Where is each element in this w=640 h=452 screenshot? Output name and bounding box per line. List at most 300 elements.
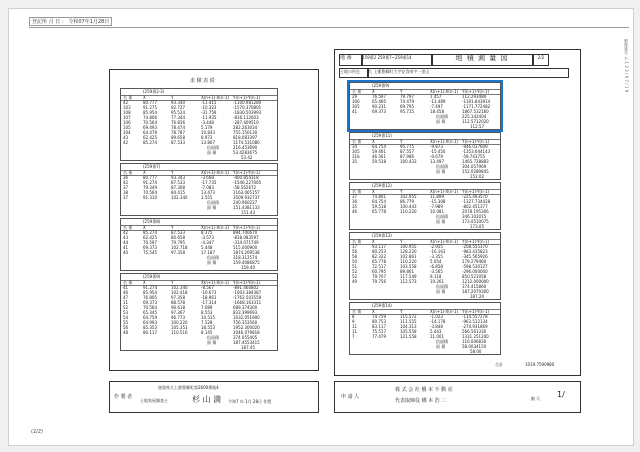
calc-block — [349, 302, 501, 355]
table-cell: 18.553 — [201, 325, 215, 330]
block-id: (259番9) — [372, 83, 390, 88]
table-cell: 35 — [352, 204, 358, 209]
table-cell: -1570.370801 — [233, 105, 262, 110]
table-cell: 91.310 — [143, 195, 157, 200]
table-cell: -1353.644143 — [462, 149, 491, 154]
area-value: 173.0510075 — [462, 219, 489, 224]
column-header: X(n+1)-X(n-1) — [430, 239, 458, 244]
column-header: X — [143, 225, 146, 230]
table-cell: 83.117 — [372, 324, 386, 329]
table-cell: 104 — [123, 130, 131, 135]
table-cell: 69.373 — [143, 245, 157, 250]
table-cell: 93.340 — [171, 100, 185, 105]
table-cell: -3.448 — [201, 120, 214, 125]
column-header: Y — [400, 309, 403, 314]
table-cell: 59.518 — [372, 204, 386, 209]
table-cell: -3.848 — [430, 324, 443, 329]
table-cell: -802.451377 — [462, 204, 488, 209]
area-value: 159.4086875 — [233, 260, 260, 265]
column-header: Y(n+1)-Y(n-1) — [462, 89, 490, 94]
table-cell: 103 — [123, 105, 131, 110]
table-cell: 77.479 — [372, 334, 386, 339]
table-cell: -7.989 — [430, 204, 443, 209]
table-cell: 46 — [352, 209, 358, 214]
table-cell: 70.564 — [143, 120, 157, 125]
table-cell: 93.117 — [372, 244, 386, 249]
table-cell: -13.489 — [430, 99, 446, 104]
double-area-label: 倍面積 — [436, 284, 448, 289]
table-cell: -1327.734428 — [462, 199, 491, 204]
table-cell: 8.375 — [201, 230, 213, 235]
column-header: X — [372, 189, 375, 194]
table-cell: 41 — [123, 285, 129, 290]
page-number: (2/2) — [31, 429, 43, 435]
table-cell: 95.524 — [171, 110, 185, 115]
table-cell: -18.961 — [201, 295, 217, 300]
table-cell: 10.515 — [201, 315, 215, 320]
table-cell: -891.460802 — [233, 285, 259, 290]
column-header: 名 番 — [123, 280, 133, 285]
block-id: (259番7) — [143, 164, 161, 169]
page-mark: 2/2 — [533, 54, 549, 66]
table-cell: -1668.163311 — [233, 300, 262, 305]
table-cell: -816.112603 — [233, 115, 259, 120]
table-cell: -345.565926 — [462, 254, 488, 259]
location-label: 土地の所在 — [339, 68, 369, 78]
table-cell: -1003.384387 — [233, 290, 262, 295]
applicant-label: 申 請 人 — [341, 394, 360, 400]
column-header: 名 番 — [352, 139, 362, 144]
table-cell: -818.083597 — [233, 235, 259, 240]
table-cell: 1952.300020 — [233, 325, 260, 330]
table-cell: 3509.932737 — [233, 195, 260, 200]
area-label: 面 積 — [207, 205, 217, 210]
table-cell: 818.083397 — [233, 135, 258, 140]
table-cell: 41 — [352, 109, 358, 114]
table-cell: 52 — [352, 274, 358, 279]
column-header: X — [372, 89, 375, 94]
table-cell: 88.578 — [171, 300, 185, 305]
column-header: 名 番 — [123, 95, 133, 100]
registry-stamp: 登記所 月 日 ： 令和07年1月28日 — [29, 17, 112, 26]
table-cell: 62.425 — [143, 135, 157, 140]
table-cell: 54 — [123, 315, 129, 320]
column-header: 名 番 — [123, 170, 133, 175]
table-cell: 850.521058 — [462, 274, 487, 279]
table-cell: -983.435823 — [462, 249, 488, 254]
table-cell: 84.415 — [171, 190, 185, 195]
table-cell: 56 — [352, 249, 358, 254]
table-cell: 37 — [352, 194, 358, 199]
calc-block — [349, 232, 501, 300]
survey-title: 地 積 測 量 図 — [431, 54, 533, 66]
table-cell: 93.343 — [171, 175, 185, 180]
table-cell: 11.001 — [430, 334, 444, 339]
table-cell: 74.801 — [372, 194, 386, 199]
area-rounded: 187.20 — [470, 294, 484, 299]
table-cell: 13.473 — [201, 190, 215, 195]
table-cell: 9 — [352, 319, 355, 324]
left-table-panel — [109, 69, 319, 371]
table-cell: 11.899 — [430, 194, 444, 199]
table-cell: 10.081 — [430, 209, 444, 214]
double-area-value: 374.055405 — [233, 335, 258, 340]
table-cell: 1331.251200 — [462, 334, 489, 339]
table-cell: 110.516 — [171, 330, 188, 335]
calc-block — [120, 218, 278, 271]
table-cell: 121.558 — [400, 334, 417, 339]
block-id: (259番12) — [372, 183, 392, 188]
table-cell: 1032.051900 — [233, 315, 260, 320]
table-cell: 102.718 — [171, 245, 188, 250]
table-cell: -17.735 — [201, 180, 217, 185]
table-cell: 103.558 — [400, 264, 417, 269]
table-cell: 1465.728883 — [462, 159, 489, 164]
table-cell: 75.545 — [143, 250, 157, 255]
column-header: 名 番 — [352, 89, 362, 94]
table-cell: 8.553 — [201, 310, 213, 315]
table-cell: 100.955 — [400, 244, 417, 249]
table-cell: 79.797 — [400, 94, 414, 99]
table-cell: 86.779 — [400, 199, 414, 204]
table-cell: 1874.209538 — [233, 250, 260, 255]
applicant-box — [334, 381, 581, 413]
area-rounded: 151.43 — [241, 210, 255, 215]
table-cell: 40 — [123, 250, 129, 255]
table-cell: 305 — [352, 104, 360, 109]
table-cell: 111.555 — [400, 319, 417, 324]
double-area-value: 318.312574 — [233, 255, 258, 260]
table-cell: 29 — [352, 94, 358, 99]
double-area-value: 116.006830 — [462, 339, 487, 344]
table-cell: 11 — [352, 324, 358, 329]
table-cell: -946.037609 — [462, 144, 488, 149]
table-cell: -314.071749 — [233, 240, 259, 245]
area-value: 112.5712020 — [462, 119, 489, 124]
column-header: Y(n+1)-Y(n-1) — [233, 95, 261, 100]
table-cell: 78.787 — [171, 130, 185, 135]
table-cell: -11.415 — [201, 100, 217, 105]
table-cell: 3.555 — [201, 195, 213, 200]
double-area-label: 倍面積 — [207, 145, 219, 150]
table-cell: 282.263034 — [233, 125, 258, 130]
table-cell: -598.530127 — [462, 264, 488, 269]
surveyor-label: 土地家屋調査士 — [140, 398, 168, 403]
area-value: 187.2079300 — [462, 289, 489, 294]
column-header: Y(n+1)-Y(n-1) — [462, 189, 490, 194]
column-header: Y — [171, 170, 174, 175]
table-cell: -3.355 — [430, 254, 443, 259]
table-cell: 117.549 — [400, 274, 417, 279]
table-cell: 42 — [123, 230, 129, 235]
calc-block — [349, 182, 501, 230]
table-cell: 70.597 — [143, 240, 157, 245]
table-cell: 43 — [123, 135, 129, 140]
table-cell: 70.564 — [143, 305, 157, 310]
total-label: 合計 — [495, 362, 503, 367]
table-cell: -3.565 — [430, 269, 443, 274]
column-header: Y — [400, 139, 403, 144]
column-header: X — [372, 239, 375, 244]
table-cell: 80.253 — [372, 249, 386, 254]
block-id: (259番11) — [372, 133, 392, 138]
table-cell: -1546.227065 — [233, 180, 262, 185]
column-header: Y — [400, 239, 403, 244]
column-header: Y(n+1)-Y(n-1) — [233, 280, 261, 285]
scale-label: 縮 尺 — [531, 396, 541, 401]
table-cell: 95.775 — [400, 144, 414, 149]
column-header: X(n+1)-X(n-1) — [430, 89, 458, 94]
table-cell: -8.567 — [201, 285, 214, 290]
table-cell: 53 — [123, 310, 129, 315]
area-label: 面 積 — [436, 219, 446, 224]
creator-box — [109, 381, 319, 413]
table-cell: -1191.843914 — [462, 99, 491, 104]
table-cell: 60.795 — [372, 269, 386, 274]
side-code: 整理番号 チ 1 2 3 / 0 7 / 1 9 — [624, 39, 629, 93]
table-cell: 7.528 — [201, 320, 213, 325]
table-cell: 65.460 — [372, 99, 386, 104]
table-cell: 110.220 — [400, 209, 417, 214]
area-label: 面 積 — [207, 340, 217, 345]
table-cell: 80.117 — [143, 330, 157, 335]
table-cell: 64.479 — [143, 130, 157, 135]
table-cell: 64.993 — [143, 320, 157, 325]
table-cell: 128.220 — [400, 249, 417, 254]
column-header: X(n+1)-X(n-1) — [201, 280, 229, 285]
column-header: X(n+1)-X(n-1) — [201, 95, 229, 100]
table-cell: 102.418 — [171, 290, 188, 295]
area-value: 152.0289845 — [462, 169, 489, 174]
table-cell: 38 — [123, 190, 129, 195]
table-cell: 87.308 — [171, 185, 185, 190]
calc-block — [349, 132, 501, 180]
table-cell: 10.843 — [201, 130, 215, 135]
table-cell: 69.795 — [400, 104, 414, 109]
table-cell: 37 — [352, 244, 358, 249]
table-cell: 52 — [352, 269, 358, 274]
table-cell: 87.557 — [400, 149, 414, 154]
table-cell: 42 — [123, 100, 129, 105]
table-cell: -1.023 — [430, 314, 443, 319]
area-label: 面 積 — [207, 260, 217, 265]
table-cell: 10.261 — [430, 279, 444, 284]
table-cell: 9.118 — [430, 274, 442, 279]
table-cell: 74.806 — [143, 115, 157, 120]
table-cell: 44 — [123, 240, 129, 245]
block-id: (259番14) — [372, 303, 392, 308]
table-cell: 96.618 — [171, 305, 185, 310]
table-cell: 59.518 — [372, 159, 386, 164]
table-cell: 105.558 — [400, 329, 417, 334]
table-cell: -3.573 — [201, 235, 214, 240]
table-cell: 1174.531080 — [233, 140, 260, 145]
table-cell: 1212.000000 — [462, 279, 489, 284]
table-cell: 42 — [123, 180, 129, 185]
table-cell: -208.555370 — [462, 244, 488, 249]
area-rounded: 58.00 — [470, 349, 482, 354]
table-cell: 5.443 — [430, 329, 442, 334]
table-cell: 65.345 — [143, 310, 157, 315]
table-cell: 79.756 — [372, 279, 386, 284]
table-cell: 1046.079818 — [233, 330, 260, 335]
table-cell: 100.220 — [171, 320, 188, 325]
column-header: Y — [400, 189, 403, 194]
table-cell: 46.561 — [372, 154, 386, 159]
left-section-title: 求 積 表 続 — [190, 78, 215, 84]
table-cell: 80.777 — [143, 175, 157, 180]
double-area-label: 倍面積 — [207, 335, 219, 340]
column-header: X(n+1)-X(n-1) — [430, 189, 458, 194]
table-cell: 566.561330 — [462, 329, 487, 334]
table-cell: 1.457 — [430, 94, 442, 99]
area-rounded: 187.45 — [241, 345, 255, 350]
double-area-value: 374.415860 — [462, 284, 487, 289]
table-cell: 69.373 — [372, 109, 386, 114]
table-cell: 96.773 — [171, 315, 185, 320]
lot-label: 地 番 — [339, 54, 363, 66]
table-cell: 89.861 — [400, 269, 414, 274]
document-sheet — [8, 8, 634, 446]
column-header: Y — [171, 95, 174, 100]
column-header: X(n+1)-X(n-1) — [430, 309, 458, 314]
table-cell: -287.409510 — [233, 120, 259, 125]
table-cell: 91.274 — [143, 285, 157, 290]
table-cell: -15.450 — [430, 149, 446, 154]
location-value: 大 上郡豊郷町大字安食南字一里山 — [367, 68, 569, 78]
column-header: 名 番 — [352, 189, 362, 194]
applicant-company: 株 式 会 社 橋 本 不 動 産 — [395, 387, 453, 393]
table-cell: 85.954 — [143, 110, 157, 115]
table-cell: 17.187 — [201, 250, 215, 255]
table-cell: 97.367 — [171, 310, 185, 315]
table-cell: 52 — [123, 305, 129, 310]
area-rounded: 159.40 — [241, 265, 255, 270]
table-cell: 5.179 — [201, 125, 213, 130]
table-cell: 1163.065157 — [233, 190, 260, 195]
area-label: 面 積 — [436, 119, 446, 124]
area-value: 58.0034150 — [462, 344, 487, 349]
table-cell: 110.220 — [400, 259, 417, 264]
area-rounded: 112.57 — [470, 124, 484, 129]
table-cell: 76.597 — [372, 94, 386, 99]
surveyor-name: 杉 山 満 — [192, 395, 222, 404]
table-cell: -274.931869 — [462, 324, 488, 329]
area-value: 187.4553415 — [233, 340, 260, 345]
table-cell: 59.461 — [372, 149, 386, 154]
table-cell: 306 — [352, 99, 360, 104]
table-cell: 74.479 — [400, 99, 414, 104]
table-cell: 112.573 — [400, 279, 417, 284]
table-cell: 92.727 — [171, 105, 185, 110]
table-cell: 106 — [123, 120, 131, 125]
block-id: (259番9) — [143, 274, 161, 279]
table-cell: -31.759 — [201, 110, 217, 115]
table-cell: 76.805 — [143, 295, 157, 300]
applicant-rep: 代表取締役 橋 本 浩 二 — [395, 398, 447, 404]
double-area-value: 216.453690 — [233, 145, 258, 150]
table-cell: 89.658 — [171, 135, 185, 140]
table-cell: 37 — [123, 185, 129, 190]
column-header: 名 番 — [123, 225, 133, 230]
right-table-panel — [334, 49, 581, 376]
column-header: Y(n+1)-Y(n-1) — [462, 139, 490, 144]
table-cell: 112.293489 — [462, 94, 487, 99]
block-id: (259番8) — [143, 219, 161, 224]
table-cell: -11.935 — [201, 115, 217, 120]
table-cell: 756.353560 — [233, 320, 258, 325]
column-header: Y(n+1)-Y(n-1) — [233, 170, 261, 175]
table-cell: 95.715 — [400, 109, 414, 114]
table-cell: 87.533 — [171, 180, 185, 185]
table-cell: 102.340 — [171, 285, 188, 290]
table-cell: -7.083 — [201, 185, 214, 190]
scale-value: 1/ — [557, 390, 565, 399]
double-area-label: 倍面積 — [436, 164, 448, 169]
table-cell: 305 — [352, 149, 360, 154]
table-cell: 5.448 — [201, 245, 213, 250]
table-cell: 2078.195306 — [462, 209, 489, 214]
table-cell: -10.673 — [201, 290, 217, 295]
table-cell: 108 — [123, 110, 131, 115]
table-cell: -296.000000 — [462, 269, 488, 274]
area-label: 面 積 — [436, 344, 446, 349]
table-cell: 85.274 — [143, 140, 157, 145]
table-cell: 65.778 — [372, 209, 386, 214]
table-cell: -1830.503993 — [233, 110, 262, 115]
table-cell: -17.314 — [201, 300, 217, 305]
table-cell: 689.374300 — [233, 305, 258, 310]
table-cell: 102.955 — [400, 194, 417, 199]
table-cell: -59.743755 — [462, 154, 486, 159]
table-cell: 36 — [352, 199, 358, 204]
table-cell: 41 — [123, 245, 129, 250]
calc-block — [120, 273, 278, 351]
table-cell: -0.679 — [430, 154, 443, 159]
table-cell: 105 — [123, 125, 131, 130]
table-cell: 8.973 — [201, 135, 213, 140]
table-cell: 56 — [123, 325, 129, 330]
double-area-value: 240.960227 — [233, 200, 258, 205]
table-cell: 64.759 — [143, 315, 157, 320]
table-cell: 107 — [123, 115, 131, 120]
table-cell: 31b — [352, 154, 360, 159]
table-cell: -4.347 — [201, 240, 214, 245]
table-cell: 97.358 — [171, 250, 185, 255]
column-header: Y(n+1)-Y(n-1) — [462, 239, 490, 244]
table-cell: -15.308 — [430, 199, 446, 204]
table-cell: 42 — [123, 140, 129, 145]
table-cell: 34 — [352, 144, 358, 149]
table-cell: 102.861 — [400, 254, 417, 259]
table-cell: 97.358 — [171, 295, 185, 300]
column-header: Y — [171, 225, 174, 230]
table-cell: -10.323 — [201, 105, 217, 110]
table-cell: -16.163 — [430, 249, 446, 254]
table-cell: -58.562672 — [233, 185, 257, 190]
table-cell: 115.572 — [400, 314, 417, 319]
table-cell: -225.493570 — [462, 194, 488, 199]
double-area-label: 倍面積 — [436, 114, 448, 119]
table-cell: 78.474 — [171, 125, 185, 130]
table-cell: 80.658 — [171, 235, 185, 240]
table-cell: 62.425 — [143, 235, 157, 240]
column-header: X — [143, 170, 146, 175]
double-area-label: 倍面積 — [207, 255, 219, 260]
column-header: X — [372, 139, 375, 144]
lot-numbers: 259番2 259番7~259番14 — [361, 54, 433, 66]
table-cell: 55 — [123, 320, 129, 325]
